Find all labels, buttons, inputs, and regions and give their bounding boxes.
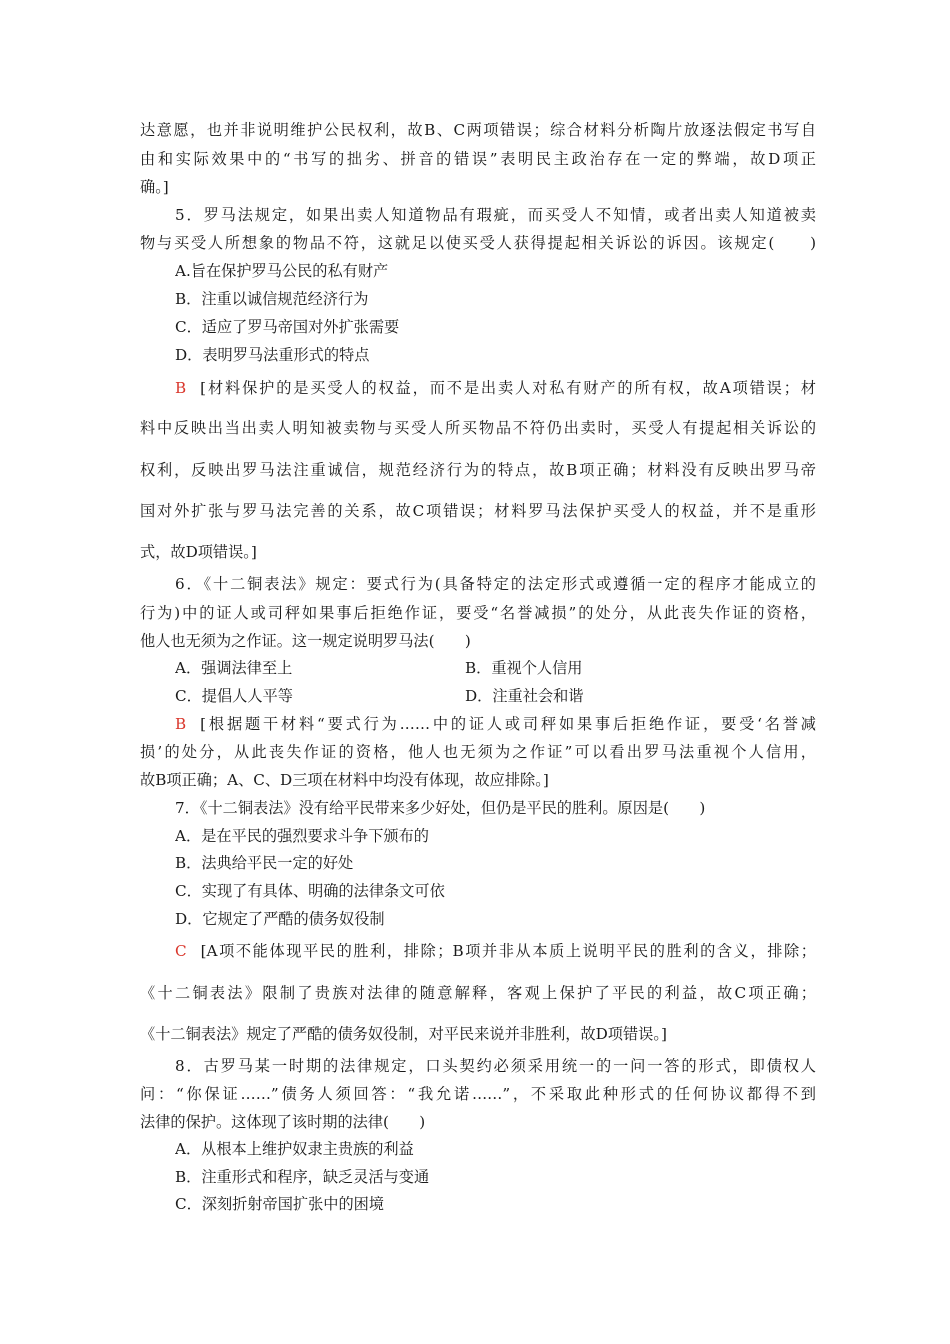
q7-option-b: B．法典给平民一定的好处 <box>175 854 354 872</box>
q7-analysis-text: [A项不能体现平民的胜利，排除；B项并非从本质上说明平民的胜利的含义，排除； <box>200 942 816 960</box>
q4-analysis-line-2: 由和实际效果中的“书写的拙劣、拼音的错误”表明民主政治存在一定的弊端，故D项正 <box>140 150 816 168</box>
q5-option-a: A.旨在保护罗马公民的私有财产 <box>175 262 389 280</box>
q6-answer: B <box>175 715 187 733</box>
q8-option-b: B．注重形式和程序，缺乏灵活与变通 <box>175 1168 430 1186</box>
q6-option-b: B．重视个人信用 <box>465 659 583 677</box>
q8-stem-line-2: 问：“你保证……”债务人须回答：“我允诺……”，不采取此种形式的任何协议都得不到 <box>140 1085 816 1103</box>
q7-option-d: D．它规定了严酷的债务奴役制 <box>175 910 385 928</box>
q5-analysis-line-4: 国对外扩张与罗马法完善的关系，故C项错误；材料罗马法保护买受人的权益，并不是重形 <box>140 502 816 520</box>
q7-analysis-line-1 <box>175 941 816 961</box>
q4-analysis-line-1: 达意愿，也并非说明维护公民权利，故B、C两项错误；综合材料分析陶片放逐法假定书写自 <box>140 121 816 139</box>
q8-stem-line-3: 法律的保护。这体现了该时期的法律( ) <box>140 1113 426 1131</box>
q7-stem-line-1: 7．《十二铜表法》没有给平民带来多少好处，但仍是平民的胜利。原因是( ) <box>175 799 706 817</box>
q5-analysis-line-1 <box>175 378 816 398</box>
q8-stem-line-1: 8．古罗马某一时期的法律规定，口头契约必须采用统一的一问一答的形式，即债权人 <box>175 1057 816 1075</box>
q8-option-c: C．深刻折射帝国扩张中的困境 <box>175 1195 385 1213</box>
q5-stem-line-1: 5．罗马法规定，如果出卖人知道物品有瑕疵，而买受人不知情，或者出卖人知道被卖 <box>175 206 816 224</box>
q6-option-c: C．提倡人人平等 <box>175 687 293 705</box>
q7-analysis-line-2: 《十二铜表法》限制了贵族对法律的随意解释，客观上保护了平民的利益，故C项正确； <box>140 984 816 1002</box>
q7-option-c: C．实现了有具体、明确的法律条文可依 <box>175 882 445 900</box>
q6-analysis-line-1 <box>175 714 816 734</box>
q6-stem-line-3: 他人也无须为之作证。这一规定说明罗马法( ) <box>140 632 471 650</box>
q4-analysis-line-3: 确。] <box>140 178 169 196</box>
q6-stem-line-1: 6．《十二铜表法》规定：要式行为(具备特定的法定形式或遵循一定的程序才能成立的 <box>175 575 816 593</box>
q6-option-d: D．注重社会和谐 <box>465 687 584 705</box>
q5-option-d: D．表明罗马法重形式的特点 <box>175 346 370 364</box>
q6-analysis-line-3: 故B项正确；A、C、D三项在材料中均没有体现，故应排除。] <box>140 771 549 789</box>
q6-analysis-text: [根据题干材料“要式行为……中的证人或司秤如果事后拒绝作证，要受‘名誉减 <box>200 715 816 733</box>
q5-analysis-line-3: 权利，反映出罗马法注重诚信，规范经济行为的特点，故B项正确；材料没有反映出罗马帝 <box>140 461 816 479</box>
q8-option-a: A．从根本上维护奴隶主贵族的利益 <box>175 1140 414 1158</box>
q6-analysis-line-2: 损’的处分，从此丧失作证的资格，他人也无须为之作证”可以看出罗马法重视个人信用， <box>140 743 816 761</box>
q5-answer: B <box>175 379 187 397</box>
q5-option-b: B．注重以诚信规范经济行为 <box>175 290 369 308</box>
q5-analysis-line-5: 式，故D项错误。] <box>140 543 257 561</box>
q5-analysis-text: [材料保护的是买受人的权益，而不是出卖人对私有财产的所有权，故A项错误；材 <box>200 379 816 397</box>
q7-analysis-line-3: 《十二铜表法》规定了严酷的债务奴役制，对平民来说并非胜利，故D项错误。] <box>140 1025 667 1043</box>
q7-answer: C <box>175 942 187 960</box>
q5-stem-line-2: 物与买受人所想象的物品不符，这就足以使买受人获得提起相关诉讼的诉因。该规定( ) <box>140 234 816 252</box>
q5-analysis-line-2: 料中反映出当出卖人明知被卖物与买受人所买物品不符仍出卖时，买受人有提起相关诉讼的 <box>140 419 816 437</box>
q6-option-a: A．强调法律至上 <box>175 659 293 677</box>
q6-stem-line-2: 行为)中的证人或司秤如果事后拒绝作证，要受“名誉减损”的处分，从此丧失作证的资格， <box>140 604 816 622</box>
q5-option-c: C．适应了罗马帝国对外扩张需要 <box>175 318 400 336</box>
q7-option-a: A．是在平民的强烈要求斗争下颁布的 <box>175 827 429 845</box>
